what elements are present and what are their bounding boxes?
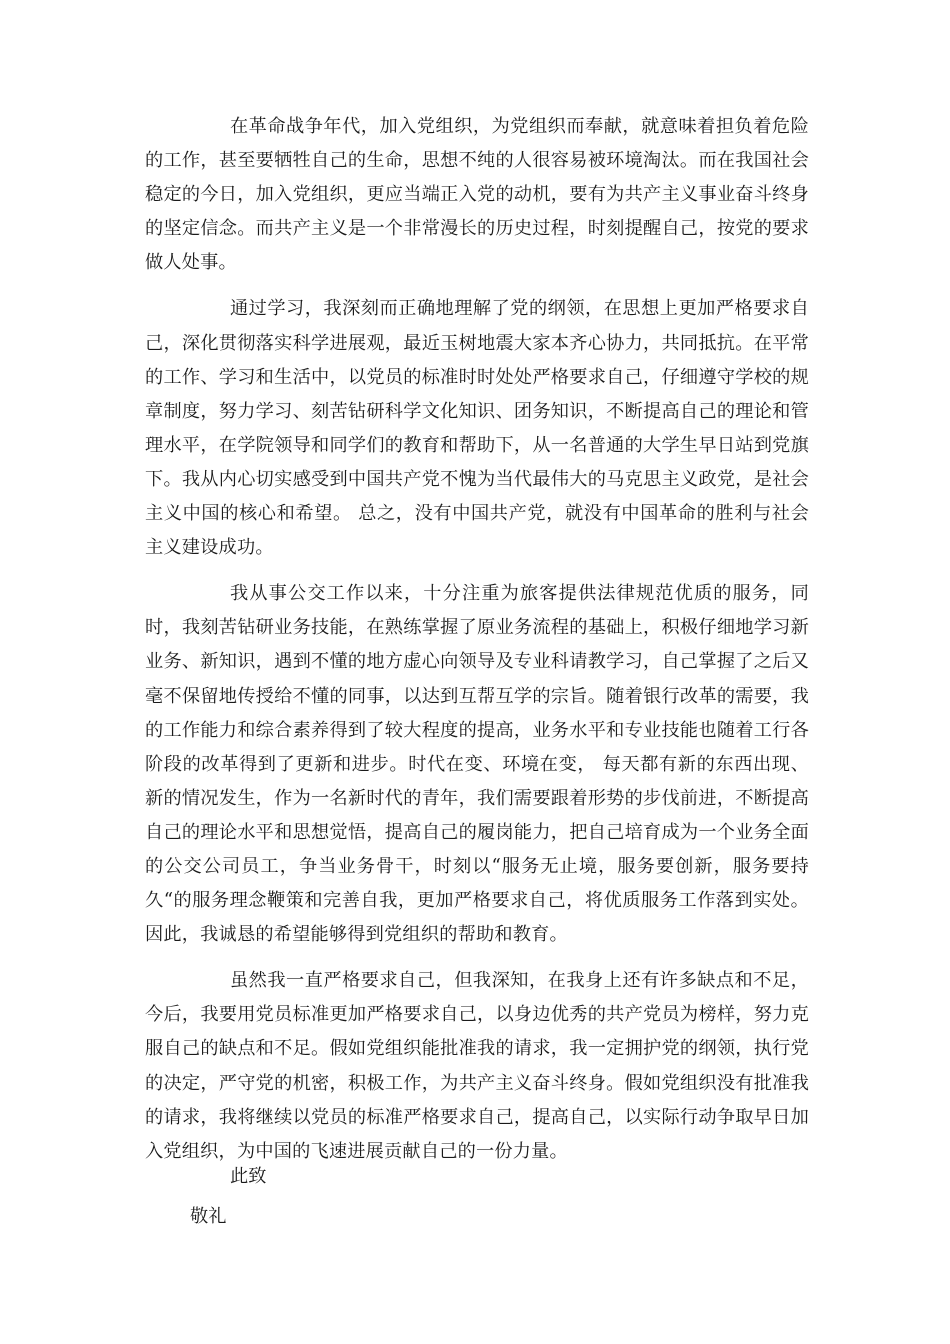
closing-line: 此致 <box>230 1166 267 1187</box>
paragraph-4: 虽然我一直严格要求自己，但我深知，在我身上还有许多缺点和不足，今后，我要用党员标准更加严格要求自己，以身边优秀的共产党员为榜样，努力克服自己的缺点和不足。假如党组织能批准我的请求，我一定拥护党的纲领，执行党的决定，严守党的机密，积极工作，为共产主义奋斗终身。假如党组织没有批准我的请求，我将继续以党员的标准严格要求自己，提高自己，以实际行动争取早日加入党组织，为中国的飞速进展贡献自己的一份力量。 <box>145 970 809 1162</box>
paragraph-2: 通过学习，我深刻而正确地理解了党的纲领，在思想上更加严格要求自己，深化贯彻落实科学进展观，最近玉树地震大家本齐心协力，共同抵抗。在平常的工作、学习和生活中，以党员的标准时时处处严格要求自己，仔细遵守学校的规章制度，努力学习、刻苦钻研科学文化知识、团务知识，不断提高自己的理论和管理水平，在学院领导和同学们的教育和帮助下，从一名普通的大学生早日站到党旗下。我从内心切实感受到中国共产党不愧为当代最伟大的马克思主义政党，是社会主义中国的核心和希望。 总之，没有中国共产党，就没有中国革命的胜利与社会主义建设成功。 <box>145 298 809 559</box>
paragraph-3: 我从事公交工作以来，十分注重为旅客提供法律规范优质的服务，同时，我刻苦钻研业务技能，在熟练掌握了原业务流程的基础上，积极仔细地学习新业务、新知识，遇到不懂的地方虚心向领导及专业科请教学习，自己掌握了之后又毫不保留地传授给不懂的同事，以达到互帮互学的宗旨。随着银行改革的需要，我的工作能力和综合素养得到了较大程度的提高，业务水平和专业技能也随着工行各阶段的改革得到了更新和进步。时代在变、环境在变， 每天都有新的东西出现、新的情况发生，作为一名新时代的青年，我们需要跟着形势的步伐前进，不断提高自己的理论水平和思想觉悟，提高自己的履岗能力，把自己培育成为一个业务全面的公交公司员工，争当业务骨干，时刻以“服务无止境，服务要创新，服务要持久“的服务理念鞭策和完善自我，更加严格要求自己，将优质服务工作落到实处。因此，我诚恳的希望能够得到党组织的帮助和教育。 <box>145 583 809 946</box>
salutation-line: 敬礼 <box>190 1206 227 1227</box>
paragraph-1: 在革命战争年代，加入党组织，为党组织而奉献，就意味着担负着危险的工作，甚至要牺牲自己的生命，思想不纯的人很容易被环境淘汰。而在我国社会稳定的今日，加入党组织，更应当端正入党的动机，要有为共产主义事业奋斗终身的坚定信念。而共产主义是一个非常漫长的历史过程，时刻提醒自己，按党的要求做人处事。 <box>145 116 809 274</box>
letter-body <box>145 110 809 1169</box>
